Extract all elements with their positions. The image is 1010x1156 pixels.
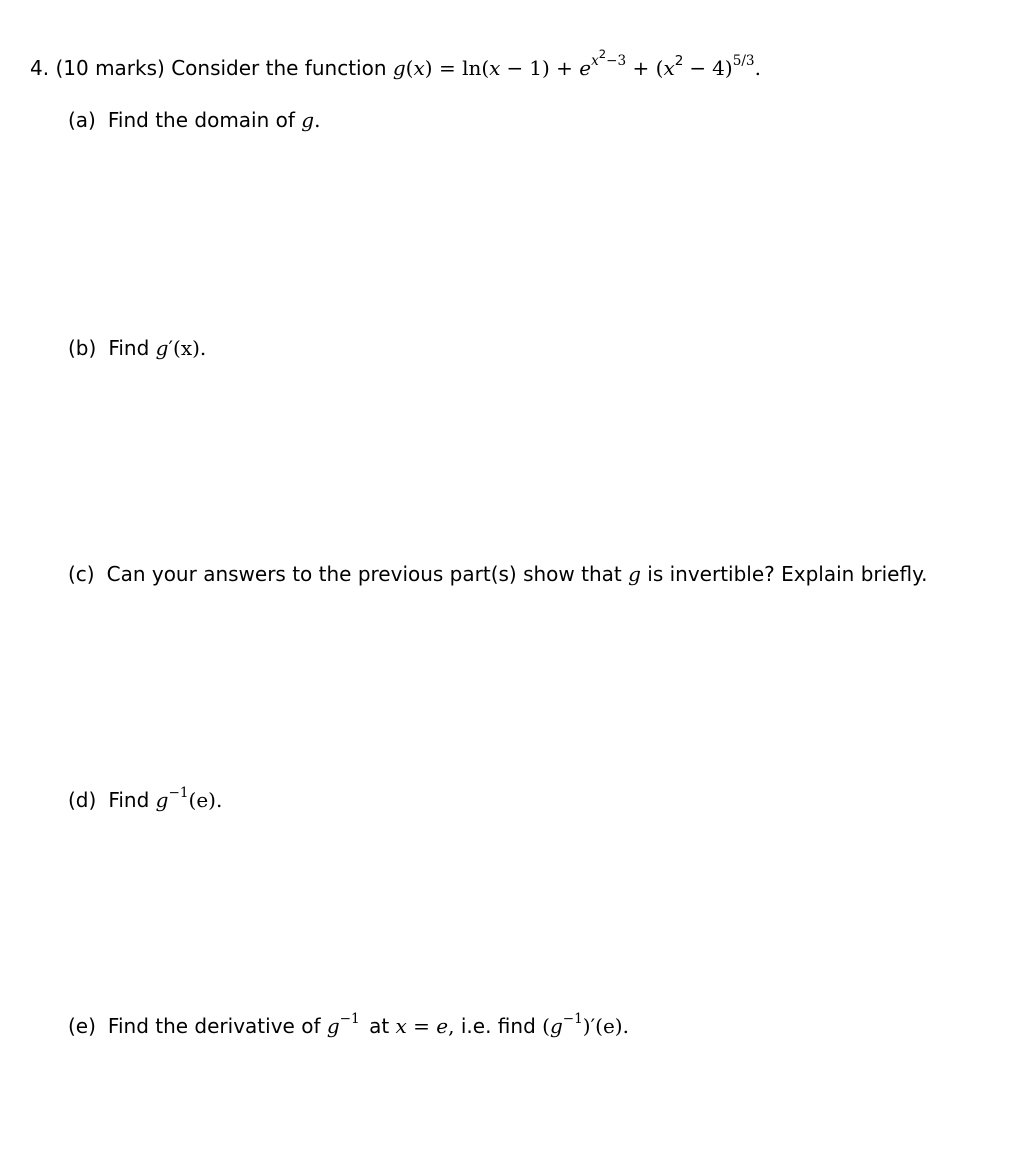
part-e: (e) Find the derivative of $g^{-1}$ at x = e, i.e. find $(g^{-1})'(e)$.	[68, 1010, 629, 1038]
func-power: 5/3	[732, 52, 755, 69]
part-e-g: g	[326, 1014, 340, 1038]
part-e-text-pre: Find the derivative of	[107, 1014, 321, 1038]
part-c-text-pre: Can your answers to the previous part(s) show that	[106, 562, 622, 586]
part-d-text: Find	[108, 788, 150, 812]
func-exponent: x2−3	[591, 47, 627, 69]
part-c-var: g	[628, 562, 641, 586]
part-e-label: (e)	[68, 1014, 96, 1038]
func-ln: ln	[462, 56, 482, 80]
question-marks: (10 marks)	[55, 56, 165, 80]
part-d: (d) Find $g^{-1}(e)$.	[68, 784, 223, 812]
question-number: 4.	[30, 56, 50, 80]
part-c-label: (c)	[68, 562, 95, 586]
part-c	[68, 562, 927, 586]
part-a-label: (a)	[68, 108, 96, 132]
part-d-g: g	[155, 788, 169, 812]
part-c-text-post: is invertible? Explain briefly.	[647, 562, 928, 586]
part-b-text: Find	[108, 336, 150, 360]
question-header	[30, 47, 761, 80]
part-b: (b) Find g′(x).	[68, 336, 207, 360]
function-formula: $g(x) = \ln(x - 1) + e^{x^2-3} + (x^2 - 4)^{5/3}$.	[392, 47, 761, 80]
part-b-label: (b)	[68, 336, 97, 360]
part-a-text: Find the domain of	[107, 108, 295, 132]
func-g: g	[392, 56, 406, 80]
func-eq: =	[438, 56, 456, 80]
part-a-var: g	[301, 108, 315, 132]
part-d-label: (d)	[68, 788, 97, 812]
func-e: e	[579, 56, 592, 80]
part-a: (a) Find the domain of g.	[68, 108, 321, 132]
func-x: x	[413, 56, 425, 80]
part-b-g: g	[155, 336, 169, 360]
question-intro: Consider the function	[171, 56, 387, 80]
